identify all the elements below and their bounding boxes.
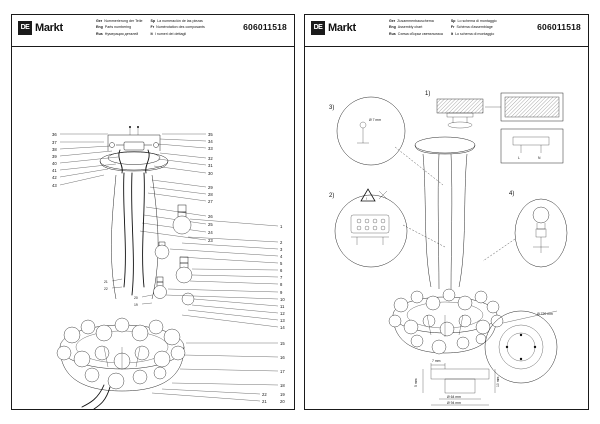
brand-mark-icon: DE xyxy=(311,21,325,35)
callout-label: 37 xyxy=(52,140,57,145)
callout-group-right-upper xyxy=(140,180,213,243)
lang-row: Eng Assembly chart xyxy=(389,25,423,30)
callout-label: 40 xyxy=(52,161,57,166)
callout-label: 22 xyxy=(262,392,267,397)
callout-label: 15 xyxy=(280,341,285,346)
article-number-right: 606011518 xyxy=(537,22,581,32)
right-panel xyxy=(304,14,589,410)
bulb-detail-group xyxy=(154,205,195,305)
assembled-chandelier xyxy=(389,137,503,354)
callout-label: 3 xyxy=(280,247,283,252)
ceiling-plate-group xyxy=(100,126,168,173)
article-number-left: 606011518 xyxy=(243,22,287,32)
dim-plate-height: 10 mm xyxy=(496,376,500,387)
callout-label: 29 xyxy=(208,185,213,190)
lang-row: It I numeri dei dettagli xyxy=(150,31,187,36)
lang-row: Fr Numérotation des composants xyxy=(150,25,205,30)
callout-label: 5 xyxy=(280,261,283,266)
callout-label: 19 xyxy=(280,392,285,397)
callout-label: 2 xyxy=(280,240,283,245)
chandelier-body xyxy=(57,318,185,409)
callout-label: 1 xyxy=(280,224,283,229)
terminal-label: N xyxy=(538,156,541,160)
drill-note: Ø 7 mm xyxy=(369,118,382,122)
brand-mark-icon: DE xyxy=(18,21,32,35)
callout-label: 30 xyxy=(208,171,213,176)
callout-label: 23 xyxy=(208,238,213,243)
callout-label: 39 xyxy=(52,154,57,159)
callout-label: 19 xyxy=(134,303,138,307)
callout-label: 24 xyxy=(208,230,213,235)
callout-label: 35 xyxy=(208,132,213,137)
callout-label: 17 xyxy=(280,369,285,374)
lang-row: It Lo schema di montaggio xyxy=(450,31,495,36)
callout-label: 32 xyxy=(208,156,213,161)
callout-label: 21 xyxy=(262,399,267,404)
dim-hole-spacing-2: Ø 94 mm xyxy=(447,401,461,405)
callout-label: 38 xyxy=(52,147,57,152)
lang-row: Fr Schéma d'assemblage xyxy=(450,25,493,30)
step-4-group xyxy=(483,191,567,267)
callout-label: 41 xyxy=(52,168,57,173)
left-titlebar xyxy=(12,15,294,47)
terminal-label: L xyxy=(518,156,520,160)
callout-label: 36 xyxy=(52,132,57,137)
dim-outer-diameter: Ø 720 mm xyxy=(537,312,553,316)
callout-label: 25 xyxy=(208,222,213,227)
lang-row: Sp La numeración de las piezas xyxy=(150,19,203,23)
lang-row: Rus Нумерация деталей xyxy=(96,31,139,36)
left-diagram-canvas xyxy=(12,47,294,409)
dim-bracket-width: 7 mm xyxy=(432,359,441,363)
lang-row: Ger Zusammenbauschema xyxy=(389,19,434,23)
dim-hole-spacing-1: Ø 64 mm xyxy=(447,395,461,399)
step-3-group xyxy=(329,97,443,185)
callout-label: 7 xyxy=(280,275,283,280)
callout-label: 21 xyxy=(104,280,108,284)
callout-label: 20 xyxy=(134,296,138,300)
step-number: 4) xyxy=(509,191,515,197)
callout-label: 42 xyxy=(52,175,57,180)
dim-bracket-height: 5 mm xyxy=(414,378,418,387)
callout-label: 16 xyxy=(280,355,285,360)
lang-row: Sp Lo schema di montaggio xyxy=(450,19,497,23)
step-2-group xyxy=(329,189,445,267)
lang-row: Eng Parts numbering xyxy=(96,25,132,30)
callout-label: 8 xyxy=(280,282,283,287)
brand-word: Markt xyxy=(35,22,63,34)
callout-label: 27 xyxy=(208,199,213,204)
callout-label: 20 xyxy=(280,399,285,404)
warning-label: ! xyxy=(366,197,367,201)
callout-label: 22 xyxy=(104,287,108,291)
callout-label: 6 xyxy=(280,268,283,273)
brand-logo-right xyxy=(311,21,356,35)
step-number: 3) xyxy=(329,105,335,111)
step-number: 1) xyxy=(425,91,431,97)
callout-label: 28 xyxy=(208,192,213,197)
callout-label: 33 xyxy=(208,146,213,151)
callout-label: 9 xyxy=(280,290,283,295)
callout-label: 26 xyxy=(208,214,213,219)
callout-label: 12 xyxy=(280,311,285,316)
right-titlebar xyxy=(305,15,588,47)
right-diagram-canvas xyxy=(305,47,588,409)
suspension-wires xyxy=(111,173,158,299)
lang-row: Rus Схема сборки светильника xyxy=(389,31,443,36)
right-language-block xyxy=(389,18,497,37)
callout-group-inner xyxy=(104,279,152,307)
callout-label: 13 xyxy=(280,318,285,323)
step-1-group xyxy=(425,91,563,163)
callout-label: 18 xyxy=(280,383,285,388)
callout-label: 11 xyxy=(280,304,285,309)
callout-label: 4 xyxy=(280,254,283,259)
dimension-sketch-group xyxy=(414,359,500,405)
brand-logo-left xyxy=(18,21,63,35)
callout-label: 34 xyxy=(208,139,213,144)
callout-label: 10 xyxy=(280,297,285,302)
brand-word: Markt xyxy=(328,22,356,34)
callout-label: 14 xyxy=(280,325,285,330)
lang-row: Ger Nummerierung der Teile xyxy=(96,19,143,23)
left-language-block xyxy=(96,18,205,37)
step-number: 2) xyxy=(329,193,335,199)
callout-group-top-right xyxy=(154,132,213,176)
callout-label: 43 xyxy=(52,183,57,188)
callout-label: 31 xyxy=(208,163,213,168)
left-panel xyxy=(11,14,295,410)
